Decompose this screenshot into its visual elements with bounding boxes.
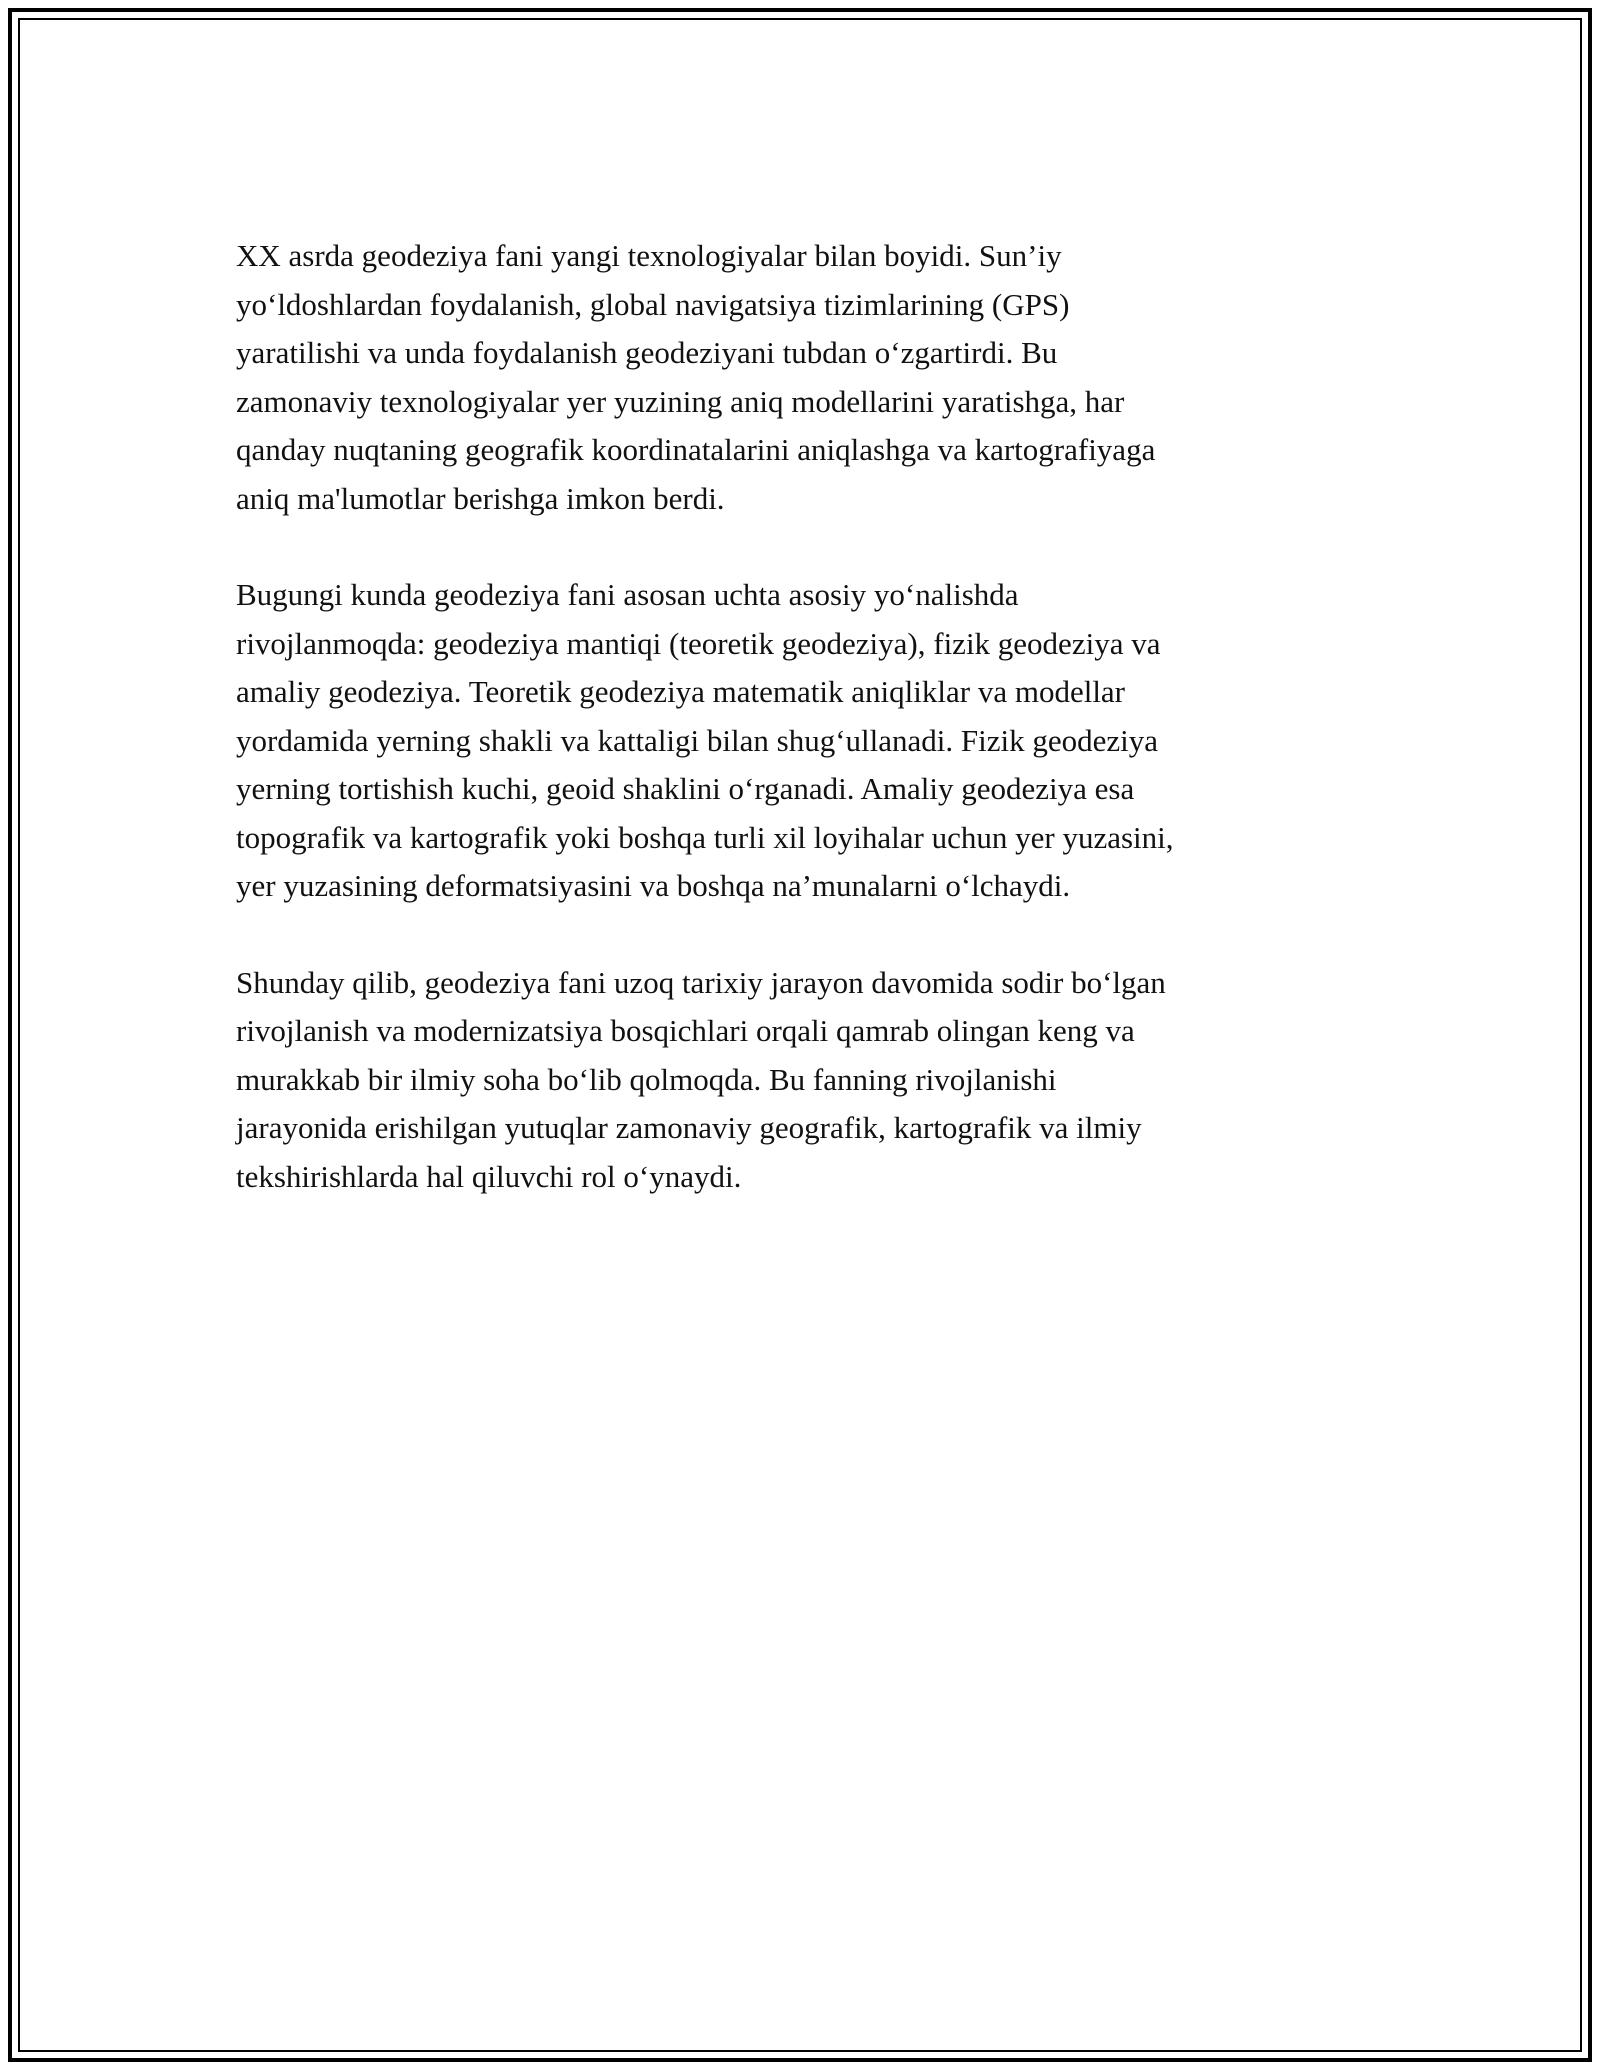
document-body (236, 232, 1366, 1249)
text-line: yerning tortishish kuchi, geoid shaklini o‘rganadi. Amaliy geodeziya esa (236, 771, 1135, 806)
text-line: tekshirishlarda hal qiluvchi rol o‘ynaydi. (236, 1158, 742, 1194)
text-line: jarayonida erishilgan yutuqlar zamonaviy geografik, kartografik va ilmiy (236, 1110, 1142, 1145)
text-line: Shunday qilib, geodeziya fani uzoq tarixiy jarayon davomida sodir bo‘lgan (236, 964, 1166, 1000)
text-line: zamonaviy texnologiyalar yer yuzining aniq modellarini yaratishga, har (236, 383, 1125, 419)
text-line: amaliy geodeziya. Teoretik geodeziya matematik aniqliklar va modellar (236, 674, 1126, 709)
text-line: murakkab bir ilmiy soha bo‘lib qolmoqda. Bu fanning rivojlanishi (236, 1061, 1057, 1097)
text-line: yaratilishi va unda foydalanish geodeziyani tubdan o‘zgartirdi. Bu (236, 335, 1058, 370)
text-line: Bugungi kunda geodeziya fani asosan uchta asosiy yo‘nalishda (236, 577, 1019, 612)
text-line: qanday nuqtaning geografik koordinatalarini aniqlashga va kartografiyaga (236, 432, 1156, 467)
paragraph-1 (236, 232, 1366, 523)
text-line: yer yuzasining deformatsiyasini va boshqa na’munalarni o‘lchaydi. (236, 868, 1071, 903)
paragraph-3 (236, 959, 1366, 1202)
text-line: topografik va kartografik yoki boshqa turli xil loyihalar uchun yer yuzasini, (236, 819, 1174, 855)
text-line: XX asrda geodeziya fani yangi texnologiyalar bilan boyidi. Sun’iy (236, 238, 1062, 273)
text-line: yo‘ldoshlardan foydalanish, global navigatsiya tizimlarining (GPS) (236, 286, 1070, 322)
text-line: rivojlanmoqda: geodeziya mantiqi (teoretik geodeziya), fizik geodeziya va (236, 625, 1161, 661)
text-line: aniq ma'lumotlar berishga imkon berdi. (236, 480, 725, 516)
paragraph-2 (236, 571, 1366, 911)
text-line: yordamida yerning shakli va kattaligi bilan shug‘ullanadi. Fizik geodeziya (236, 722, 1159, 758)
text-line: rivojlanish va modernizatsiya bosqichlari orqali qamrab olingan keng va (236, 1013, 1135, 1048)
